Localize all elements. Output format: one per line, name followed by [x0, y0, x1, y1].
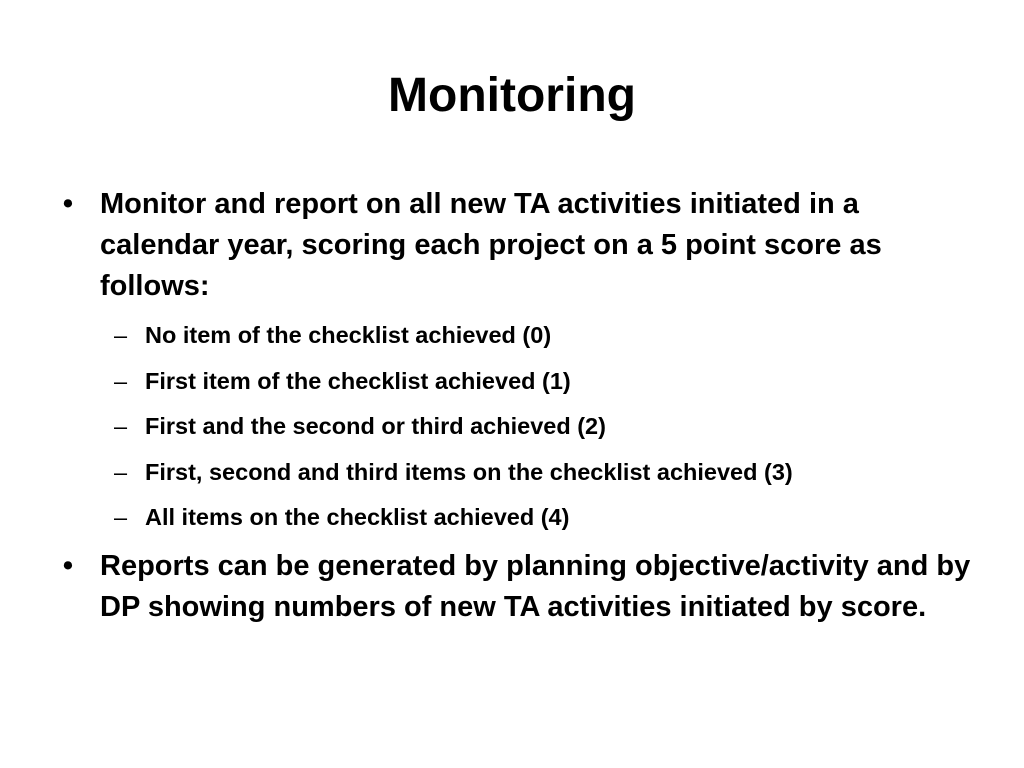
score-list	[56, 313, 976, 541]
bullet-text: Reports can be generated by planning objective/activity and by DP showing numbers of new TA activities initiated by score.	[100, 549, 971, 623]
bullet-item-reports	[56, 546, 976, 628]
score-item-2	[56, 404, 976, 450]
score-item-text: First item of the checklist achieved (1)	[145, 367, 571, 394]
slide-body	[56, 184, 976, 628]
score-item-text: All items on the checklist achieved (4)	[145, 504, 570, 530]
bullet-icon: •	[62, 188, 74, 220]
score-item-3	[56, 450, 976, 496]
dash-icon: –	[114, 413, 128, 439]
dash-icon: –	[114, 322, 128, 348]
score-item-1	[56, 359, 976, 405]
score-item-text: No item of the checklist achieved (0)	[145, 322, 552, 348]
slide-title: Monitoring	[388, 69, 636, 122]
score-item-text: First, second and third items on the checklist achieved (3)	[145, 458, 793, 485]
dash-icon: –	[114, 504, 128, 530]
score-item-0	[56, 313, 976, 359]
bullet-text: Monitor and report on all new TA activities initiated in a calendar year, scoring each project on a 5 point score as follows:	[100, 188, 882, 302]
dash-icon: –	[114, 367, 128, 394]
bullet-icon: •	[62, 549, 74, 582]
score-item-text: First and the second or third achieved (2)	[145, 413, 606, 439]
bullet-item-monitor	[56, 184, 976, 307]
score-item-4	[56, 495, 976, 541]
dash-icon: –	[114, 458, 128, 485]
